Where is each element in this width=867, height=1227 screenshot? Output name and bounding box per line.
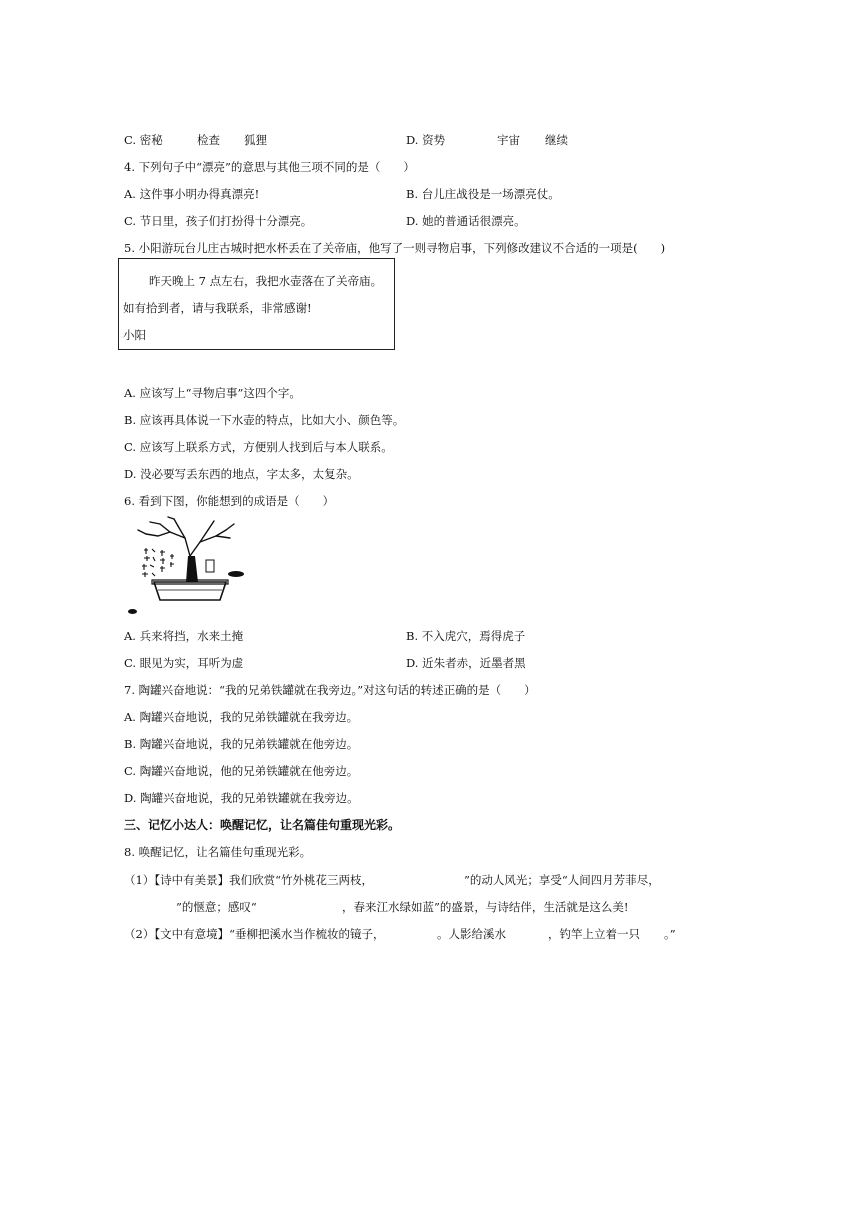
q8-part1-d: ，春来江水绿如蓝”的盛景，与诗结伴，生活就是这么美!	[342, 900, 629, 914]
notice-line-1: 昨天晚上 7 点左右，我把水壶落在了关帝庙。	[149, 274, 383, 288]
lost-item-notice-box	[118, 258, 395, 350]
q7-option-b: B. 陶罐兴奋地说，我的兄弟铁罐就在他旁边。	[124, 737, 359, 751]
q5-option-a: A. 应该写上“寻物启事”这四个字。	[124, 386, 301, 400]
q8-part2-d: 。”	[664, 927, 676, 941]
q4-option-d: D. 她的普通话很漂亮。	[406, 214, 526, 228]
notice-line-2: 如有拾到者，请与我联系，非常感谢!	[123, 301, 312, 315]
q3-option-d-word3: 继续	[545, 133, 568, 147]
q3-option-c-label: C. 密秘	[124, 133, 163, 147]
q6-option-b: B. 不入虎穴，焉得虎子	[406, 629, 526, 643]
q3-option-c-word2: 检查	[197, 133, 220, 147]
q5-option-d: D. 没必要写丢东西的地点，字太多，太复杂。	[124, 467, 359, 481]
q5-stem: 5. 小阳游玩台儿庄古城时把水杯丢在了关帝庙，他写了一则寻物启事，下列修改建议不合适的一项是( )	[124, 241, 666, 255]
potted-tree-illustration	[130, 516, 248, 604]
bullet-dot	[128, 609, 137, 614]
q8-part2-c: ，钓竿上立着一只	[548, 927, 640, 941]
q7-stem: 7. 陶罐兴奋地说：“我的兄弟铁罐就在我旁边。”对这句话的转述正确的是（ ）	[124, 683, 536, 697]
q3-option-d-word2: 宇宙	[497, 133, 520, 147]
q8-part1-a: （1）【诗中有美景】我们欣赏“竹外桃花三两枝，	[124, 873, 373, 887]
q8-part2-b: 。人影给溪水	[437, 927, 506, 941]
q6-option-c: C. 眼见为实，耳听为虚	[124, 656, 244, 670]
q8-part1-c: ”的惬意；感叹“	[176, 900, 257, 914]
q4-option-b: B. 台儿庄战役是一场漂亮仗。	[406, 187, 560, 201]
q8-stem: 8. 唤醒记忆，让名篇佳句重现光彩。	[124, 845, 312, 859]
q5-option-c: C. 应该写上联系方式，方便别人找到后与本人联系。	[124, 440, 393, 454]
q7-option-d: D. 陶罐兴奋地说，我的兄弟铁罐就在我旁边。	[124, 791, 359, 805]
q4-stem: 4. 下列句子中“漂亮”的意思与其他三项不同的是（ ）	[124, 160, 415, 174]
q8-part1-b: ”的动人风光；享受“人间四月芳菲尽，	[464, 873, 660, 887]
q3-option-c-word3: 狐狸	[244, 133, 267, 147]
q8-part2-a: （2）【文中有意境】“垂柳把溪水当作梳妆的镜子，	[124, 927, 385, 941]
q6-option-a: A. 兵来将挡，水来土掩	[124, 629, 244, 643]
q6-stem: 6. 看到下图，你能想到的成语是（ ）	[124, 494, 335, 508]
q4-option-a: A. 这件事小明办得真漂亮!	[124, 187, 260, 201]
q3-option-d-label: D. 资势	[406, 133, 446, 147]
q7-option-a: A. 陶罐兴奋地说，我的兄弟铁罐就在我旁边。	[124, 710, 359, 724]
q6-option-d: D. 近朱者赤，近墨者黑	[406, 656, 526, 670]
notice-signature: 小阳	[123, 328, 146, 342]
section-3-title: 三、记忆小达人：唤醒记忆，让名篇佳句重现光彩。	[124, 818, 401, 832]
q7-option-c: C. 陶罐兴奋地说，他的兄弟铁罐就在他旁边。	[124, 764, 359, 778]
q5-option-b: B. 应该再具体说一下水壶的特点，比如大小、颜色等。	[124, 413, 405, 427]
q4-option-c: C. 节日里，孩子们打扮得十分漂亮。	[124, 214, 313, 228]
